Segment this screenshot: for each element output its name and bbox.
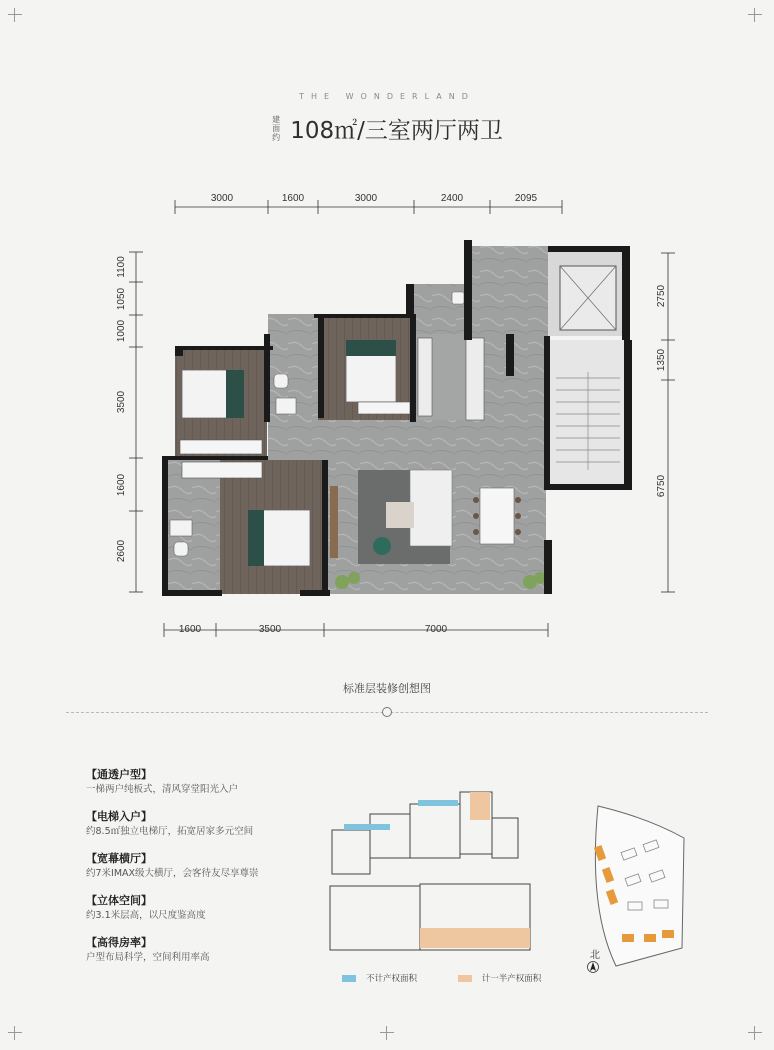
- key-plan: [322, 778, 542, 958]
- feature-desc: 户型布局科学，空间利用率高: [86, 952, 210, 963]
- feature-item: [86, 935, 326, 965]
- corner-mark: [380, 1026, 394, 1040]
- half-property-area: [420, 928, 530, 948]
- legend-label: 不计产权面积: [366, 974, 418, 984]
- feature-desc: 约8.5㎡独立电梯厅，拓宽居家多元空间: [86, 826, 254, 837]
- dim-right-1: 2750: [656, 284, 667, 308]
- feature-title: 【电梯入户】: [86, 810, 152, 823]
- feature-item: [86, 809, 326, 839]
- half-property-area: [470, 792, 490, 820]
- title-prefix: 建面约: [272, 115, 281, 142]
- feature-list: [86, 767, 326, 977]
- north-arrow-icon: [587, 960, 599, 974]
- dim-left-5: 1600: [116, 473, 127, 497]
- divider-circle: [382, 707, 392, 717]
- dim-left-2: 1050: [116, 287, 127, 311]
- feature-desc: 约7米IMAX级大横厅，会客待友尽享尊崇: [86, 868, 259, 879]
- non-property-area: [344, 824, 390, 830]
- legend-label: 计一半产权面积: [481, 974, 542, 984]
- corner-mark: [748, 1026, 762, 1040]
- dim-bottom-1: 1600: [178, 624, 202, 635]
- legend-swatch-blue: [342, 975, 356, 982]
- dimension-bottom: [164, 623, 548, 637]
- legend-swatch-orange: [458, 975, 472, 982]
- dim-right-3: 6750: [656, 474, 667, 498]
- dim-left-1: 1100: [116, 256, 127, 278]
- dimension-left: [129, 252, 143, 592]
- feature-desc: 一梯两户纯板式，清风穿堂阳光入户: [86, 784, 239, 795]
- dim-bottom-2: 3500: [258, 624, 282, 635]
- bed: [346, 340, 396, 402]
- dim-top-4: 2400: [440, 193, 464, 204]
- legend-item: [342, 972, 417, 984]
- dim-bottom-3: 7000: [424, 624, 448, 635]
- corner-mark: [8, 1026, 22, 1040]
- dim-left-4: 3500: [116, 390, 127, 414]
- dining-table: [473, 488, 521, 544]
- elevator-hall: [546, 248, 630, 490]
- bed: [248, 510, 310, 566]
- dim-left-3: 1000: [116, 319, 127, 343]
- feature-title: 【高得房率】: [86, 936, 152, 949]
- page-title: 108㎡/三室两厅两卫: [290, 118, 503, 144]
- dim-top-3: 3000: [354, 193, 378, 204]
- dim-left-6: 2600: [116, 539, 127, 563]
- legend-item: [458, 972, 542, 984]
- dim-top-1: 3000: [210, 193, 234, 204]
- legend: [342, 972, 579, 985]
- brand-tagline: THE WONDERLAND: [299, 92, 475, 101]
- bed: [182, 370, 244, 418]
- non-property-area: [418, 800, 458, 806]
- feature-title: 【宽幕横厅】: [86, 852, 152, 865]
- feature-title: 【立体空间】: [86, 894, 152, 907]
- feature-desc: 约3.1米层高，以尺度鉴高度: [86, 910, 206, 921]
- dim-top-2: 1600: [281, 193, 305, 204]
- feature-item: [86, 767, 326, 797]
- feature-item: [86, 893, 326, 923]
- north-label: 北: [590, 950, 600, 961]
- feature-title: 【通透户型】: [86, 768, 152, 781]
- dim-top-5: 2095: [514, 193, 538, 204]
- plan-caption: 标准层装修创想图: [343, 682, 431, 695]
- dim-right-2: 1350: [656, 348, 667, 372]
- feature-item: [86, 851, 326, 881]
